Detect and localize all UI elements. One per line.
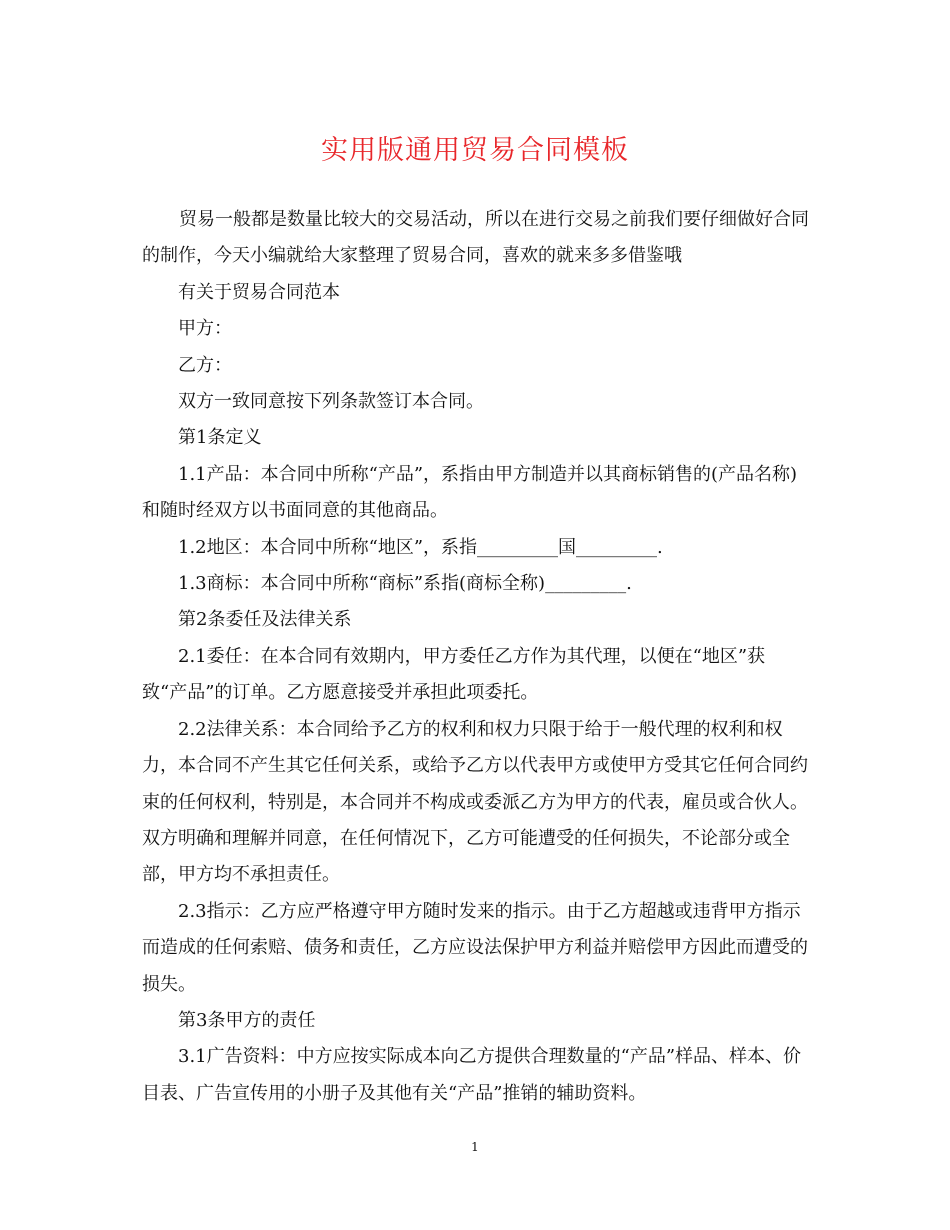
clause-1-1: 1.1产品：本合同中所称“产品”，系指由甲方制造并以其商标销售的(产品名称)和随时经双方以书面同意的其他商品。: [142, 463, 798, 522]
page-number: 1: [471, 1140, 479, 1154]
agreement-line: 双方一致同意按下列条款签订本合同。: [178, 391, 484, 413]
article-2-heading: 第2条委任及法律关系: [178, 609, 352, 631]
clause-1-2: 1.2地区：本合同中所称“地区”，系指_________国_________.: [178, 536, 663, 558]
paragraph-intro: 贸易一般都是数量比较大的交易活动，所以在进行交易之前我们要仔细做好合同的制作，今天小编就给大家整理了贸易合同，喜欢的就来多多借鉴哦: [142, 209, 809, 267]
clause-2-1: 2.1委任：在本合同有效期内，甲方委任乙方作为其代理，以便在“地区”获致“产品”的订单。乙方愿意接受并承担此项委托。: [142, 645, 766, 704]
clause-3-1: 3.1广告资料：中方应按实际成本向乙方提供合理数量的“产品”样品、样本、价目表、广告宣传用的小册子及其他有关“产品”推销的辅助资料。: [142, 1046, 802, 1104]
article-1-heading: 第1条定义: [178, 427, 262, 449]
paragraph-heading-sample: 有关于贸易合同范本: [178, 281, 340, 303]
document-title: 实用版通用贸易合同模板: [321, 135, 629, 166]
party-b-line: 乙方：: [178, 354, 232, 376]
party-a-line: 甲方：: [178, 318, 232, 340]
clause-2-2: 2.2法律关系：本合同给予乙方的权利和权力只限于给于一般代理的权利和权力，本合同不产生其它任何关系，或给予乙方以代表甲方或使甲方受其它任何合同约束的任何权利，特别是，本合同并不构成或委派乙方为甲方的代表，雇员或合伙人。双方明确和理解并同意，在任何情况下，乙方可能遭受的任何损失，不论部分或全部，甲方均不承担责任。: [142, 718, 808, 886]
document-body: [142, 202, 810, 1112]
clause-1-3: 1.3商标：本合同中所称“商标”系指(商标全称)_________.: [178, 573, 632, 595]
clause-2-3: 2.3指示：乙方应严格遵守甲方随时发来的指示。由于乙方超越或违背甲方指示而造成的任何索赔、债务和责任，乙方应设法保护甲方利益并赔偿甲方因此而遭受的损失。: [142, 900, 808, 995]
article-3-heading: 第3条甲方的责任: [178, 1009, 316, 1031]
